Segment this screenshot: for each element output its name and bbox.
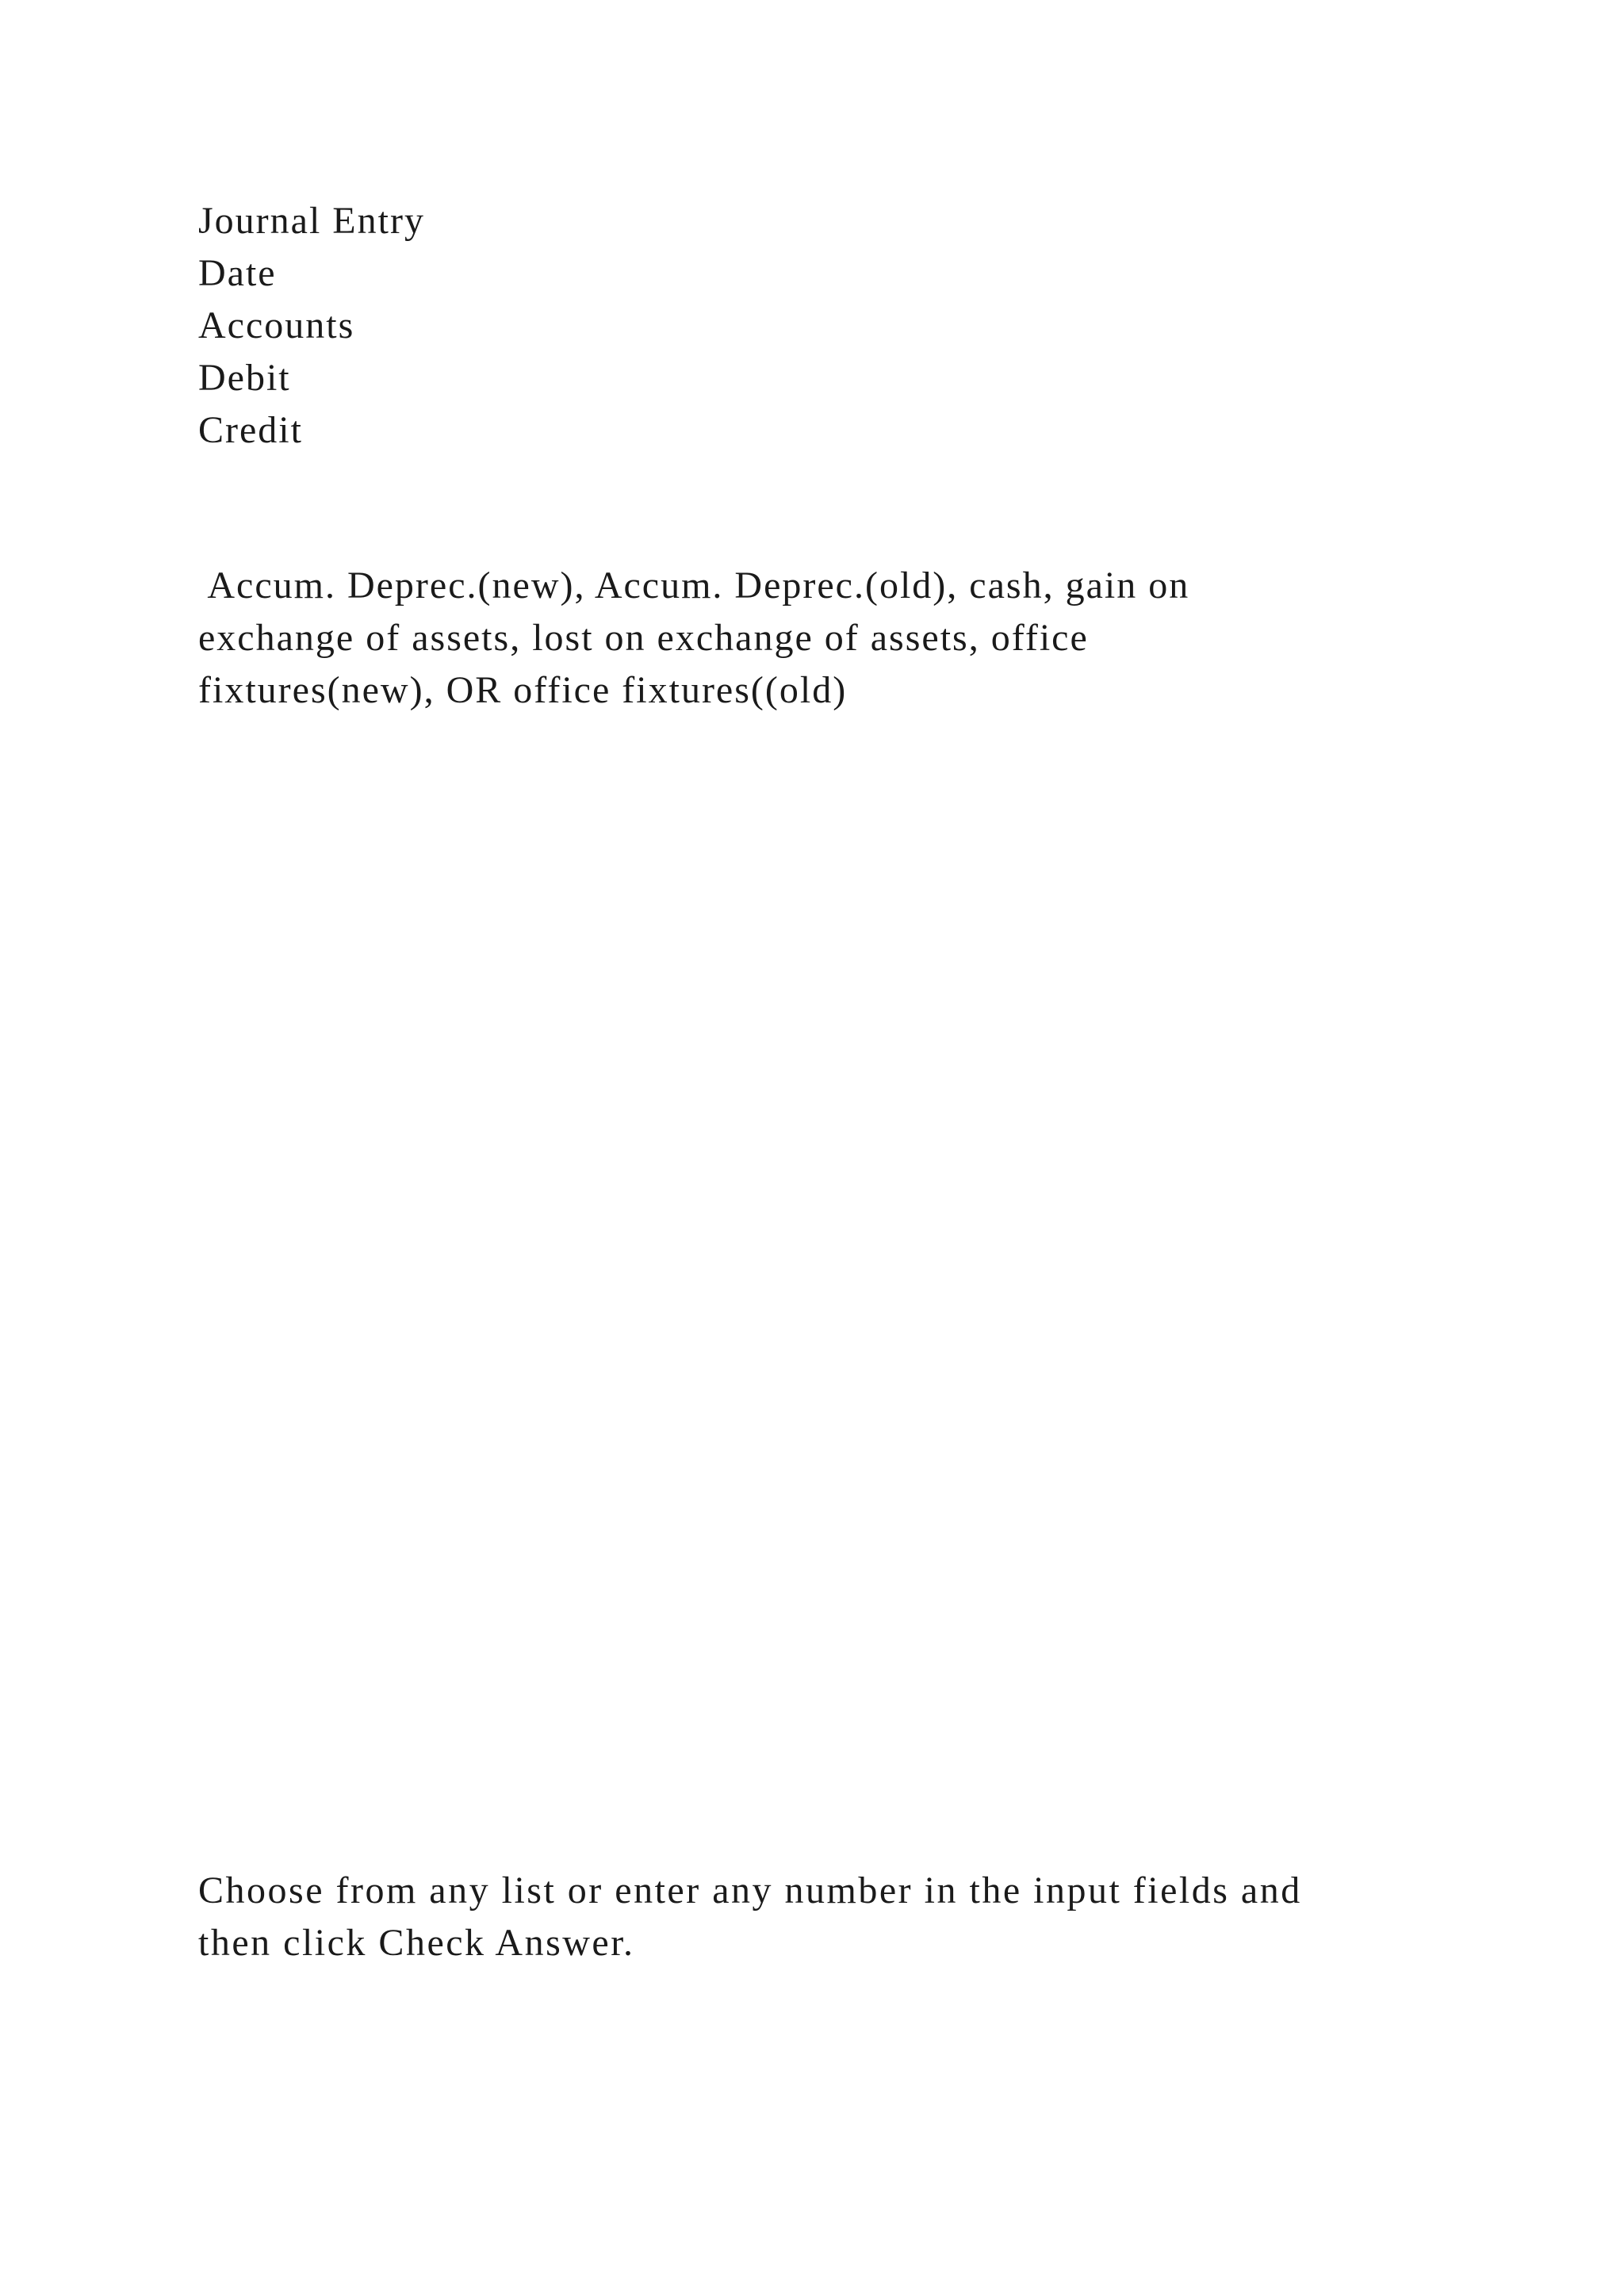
instruction-line: Choose from any list or enter any number in the input fields and (198, 1869, 1302, 1911)
column-accounts-label: Accounts (198, 304, 355, 346)
instruction-line: then click Check Answer. (198, 1922, 635, 1964)
account-options-line: fixtures(new), OR office fixtures((old) (198, 669, 848, 711)
account-options-line: Accum. Deprec.(new), Accum. Deprec.(old), cash, gain on (198, 564, 1190, 607)
journal-entry-title: Journal Entry (198, 200, 425, 242)
journal-entry-header (198, 195, 425, 457)
account-options-line: exchange of assets, lost on exchange of assets, office (198, 617, 1089, 659)
account-options-text (198, 560, 1189, 717)
column-credit-label: Credit (198, 409, 303, 451)
column-date-label: Date (198, 252, 277, 294)
column-debit-label: Debit (198, 357, 291, 399)
instruction-text (198, 1865, 1302, 1969)
